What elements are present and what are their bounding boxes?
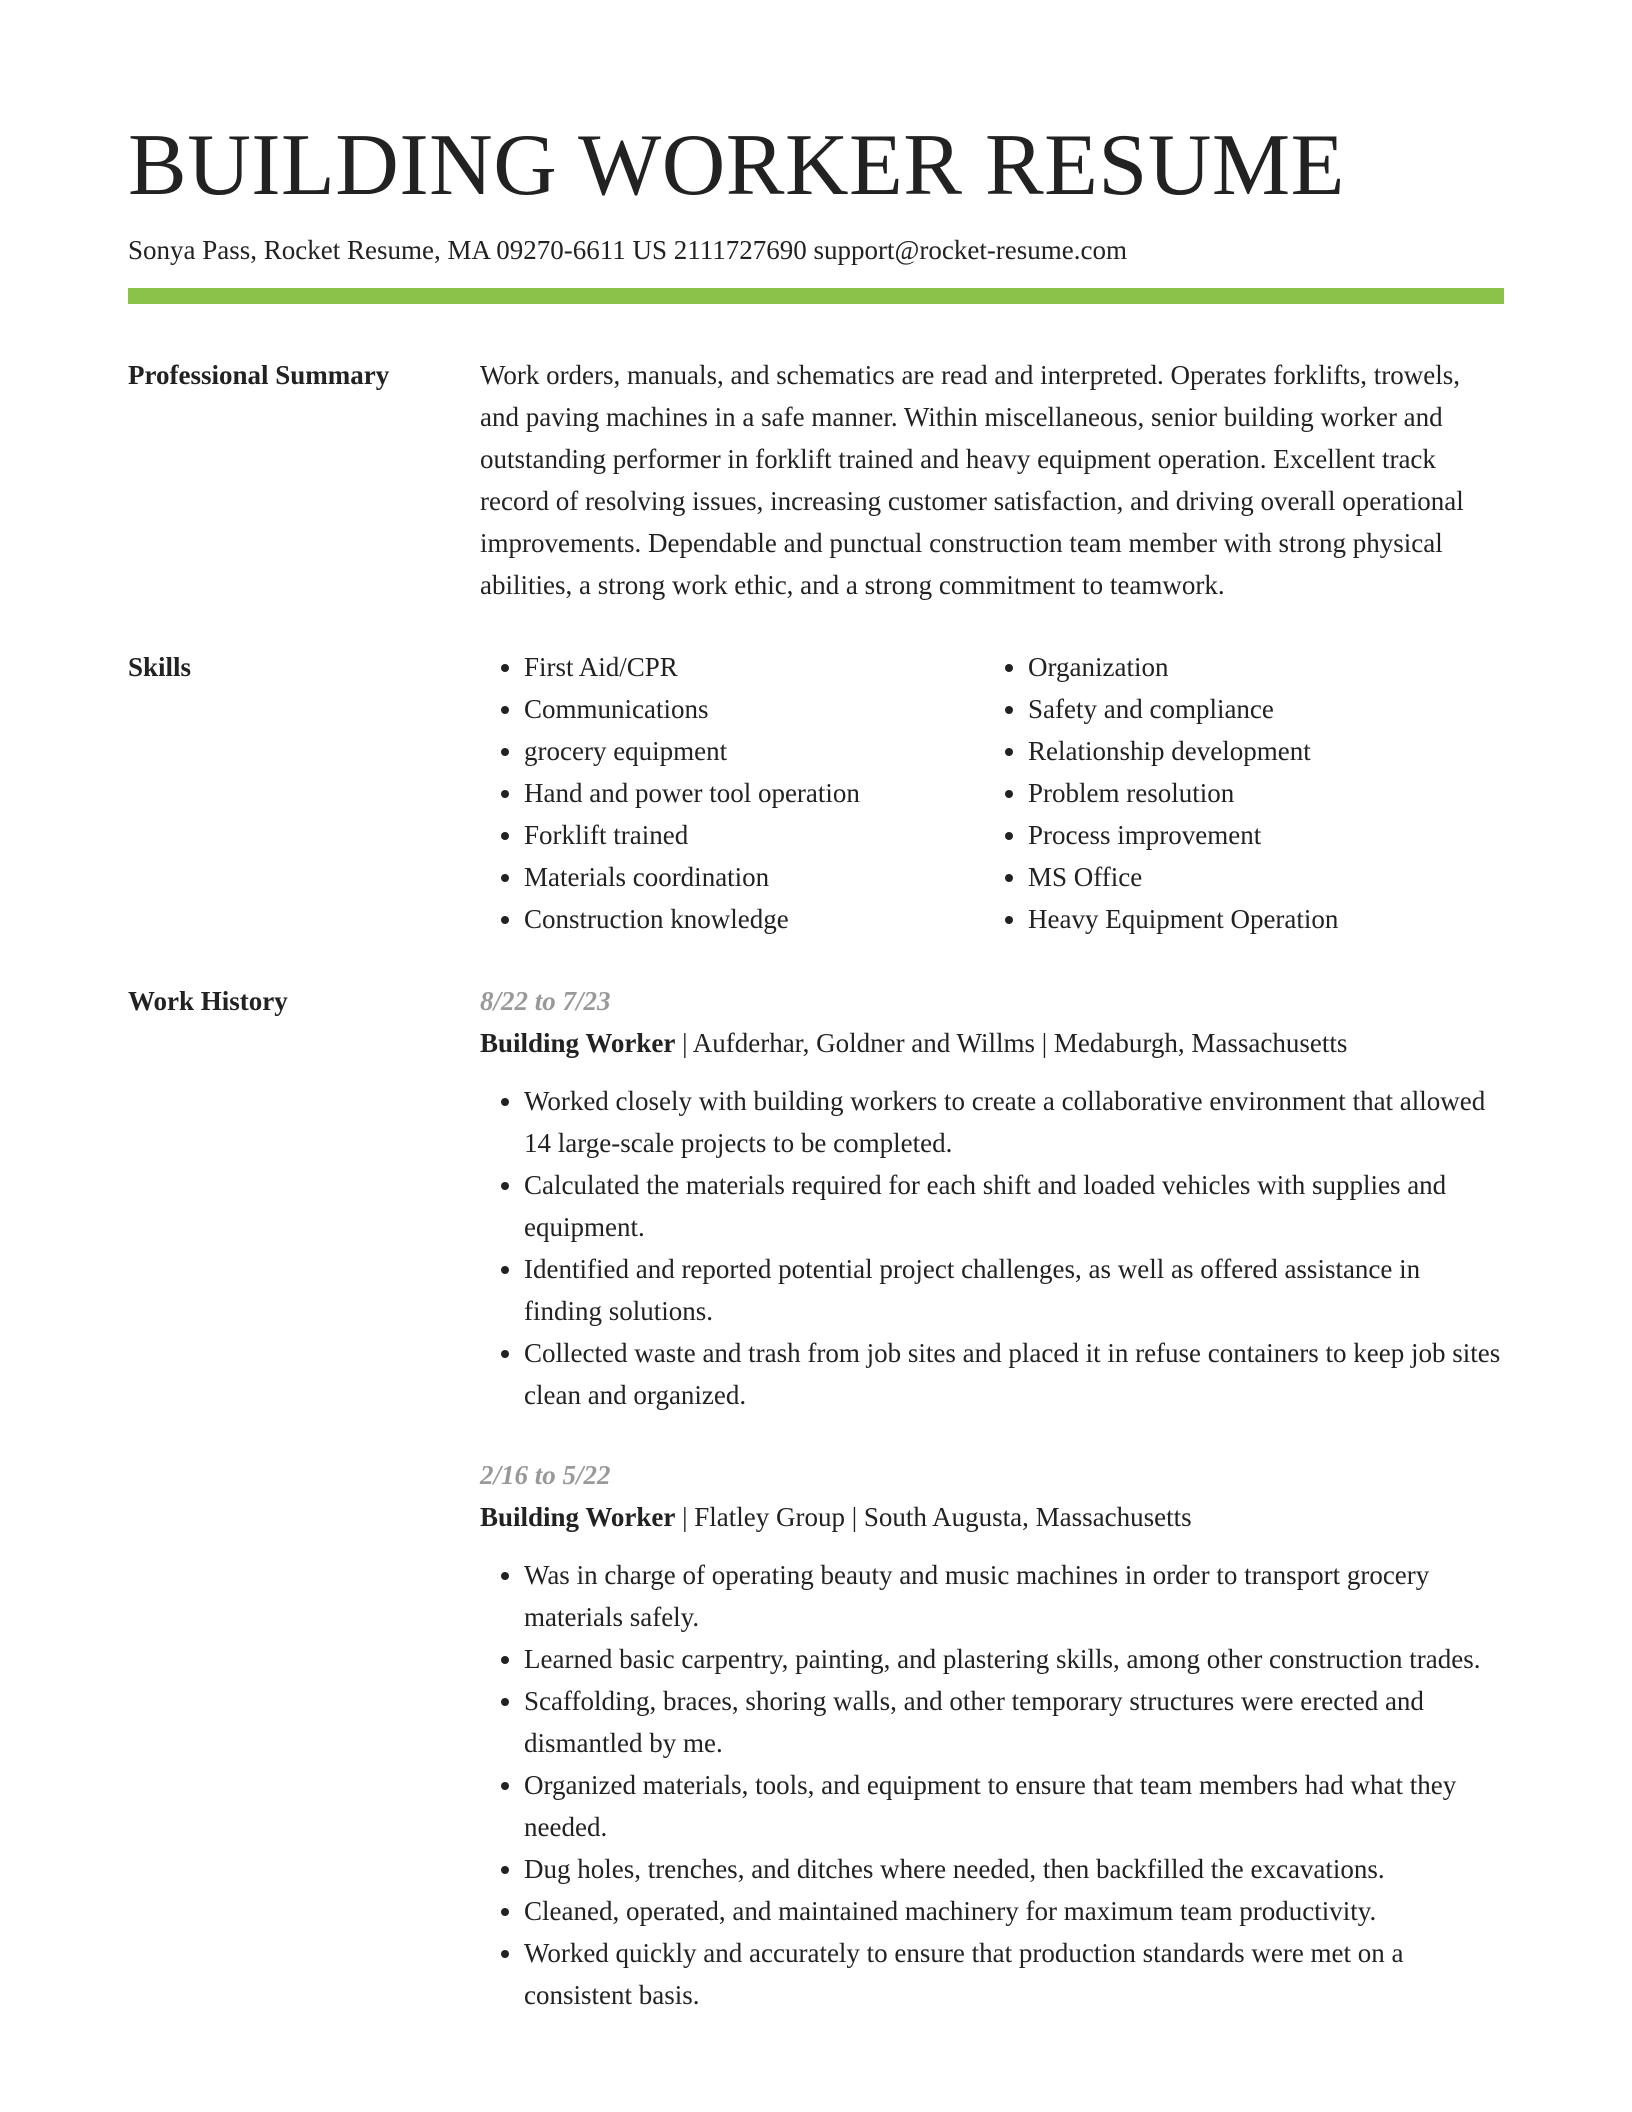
resume-title: BUILDING WORKER RESUME (128, 117, 1345, 214)
job-bullets (480, 1080, 1504, 1416)
job-bullet: • Worked closely with building workers to create a collaborative environment that allowed 14 large-scale projects to be completed. (524, 1080, 1504, 1164)
skill-item: • Relationship development (1028, 730, 1488, 772)
job-dates: 8/22 to 7/23 (480, 985, 611, 1016)
summary-label: Professional Summary (128, 359, 390, 390)
skill-item: • Communications (524, 688, 984, 730)
job-bullet: • Cleaned, operated, and maintained machinery for maximum team productivity. (524, 1890, 1504, 1932)
skill-item: • Safety and compliance (1028, 688, 1488, 730)
contact-line: Sonya Pass, Rocket Resume, MA 09270-6611 US 2111727690 support@rocket-resume.com (128, 234, 1128, 265)
skills-column-left (480, 646, 984, 940)
job-title: Building Worker (480, 1027, 676, 1058)
job-entry (480, 1454, 1504, 2016)
summary-body (480, 354, 1504, 606)
skill-item: • Materials coordination (524, 856, 984, 898)
job-employer-location: | Aufderhar, Goldner and Willms | Medaburgh, Massachusetts (675, 1027, 1348, 1058)
work-history-section (128, 980, 1504, 2054)
skill-item: • Organization (1028, 646, 1488, 688)
skills-label: Skills (128, 651, 192, 682)
job-bullet: • Worked quickly and accurately to ensure that production standards were met on a consistent basis. (524, 1932, 1504, 2016)
accent-divider (128, 288, 1504, 304)
skill-item: • Process improvement (1028, 814, 1488, 856)
skill-item: • MS Office (1028, 856, 1488, 898)
summary-section (128, 354, 1504, 606)
job-bullet: • Organized materials, tools, and equipment to ensure that team members had what they needed. (524, 1764, 1504, 1848)
skills-section (128, 646, 1504, 940)
job-entry (480, 980, 1504, 1416)
job-bullet: • Was in charge of operating beauty and music machines in order to transport grocery materials safely. (524, 1554, 1504, 1638)
skill-item: • Heavy Equipment Operation (1028, 898, 1488, 940)
job-dates: 2/16 to 5/22 (480, 1459, 611, 1490)
job-bullet: • Learned basic carpentry, painting, and plastering skills, among other construction trades. (524, 1638, 1504, 1680)
job-bullet: • Dug holes, trenches, and ditches where needed, then backfilled the excavations. (524, 1848, 1504, 1890)
job-bullet: • Calculated the materials required for each shift and loaded vehicles with supplies and equipment. (524, 1164, 1504, 1248)
skill-item: • Hand and power tool operation (524, 772, 984, 814)
job-bullet: • Identified and reported potential project challenges, as well as offered assistance in finding solutions. (524, 1248, 1504, 1332)
skill-item: • First Aid/CPR (524, 646, 984, 688)
job-bullet: • Scaffolding, braces, shoring walls, and other temporary structures were erected and dismantled by me. (524, 1680, 1504, 1764)
skills-body (480, 646, 1504, 940)
job-bullets (480, 1554, 1504, 2016)
job-heading (480, 1496, 1504, 1538)
summary-text: Work orders, manuals, and schematics are read and interpreted. Operates forklifts, trowels, and paving machines in a safe manner. Within miscellaneous, senior building worker and outstanding performer in forklift trained and heavy equipment operation. Excellent track record of resolving issues, increasing customer satisfaction, and driving overall operational improvements. Dependable and punctual construction team member with strong physical abilities, a strong work ethic, and a strong commitment to teamwork. (480, 359, 1464, 600)
job-heading (480, 1022, 1504, 1064)
job-title: Building Worker (480, 1501, 676, 1532)
work-history-label: Work History (128, 985, 288, 1016)
skill-item: • Problem resolution (1028, 772, 1488, 814)
skill-item: • Construction knowledge (524, 898, 984, 940)
job-employer-location: | Flatley Group | South Augusta, Massachusetts (675, 1501, 1192, 1532)
skill-item: • grocery equipment (524, 730, 984, 772)
skills-column-right (984, 646, 1488, 940)
skill-item: • Forklift trained (524, 814, 984, 856)
work-history-body (480, 980, 1504, 2054)
job-bullet: • Collected waste and trash from job sites and placed it in refuse containers to keep job sites clean and organized. (524, 1332, 1504, 1416)
